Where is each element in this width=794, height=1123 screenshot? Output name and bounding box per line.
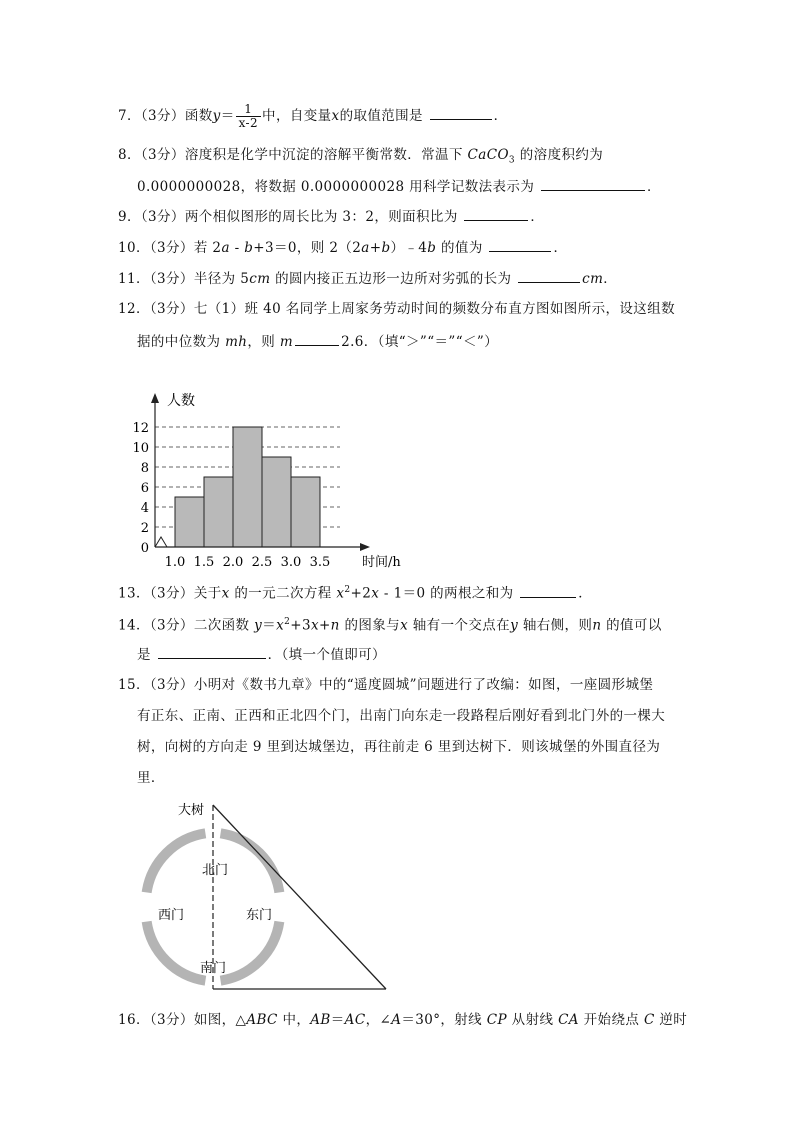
- q7-var-x: x: [331, 108, 340, 124]
- sight-line: [213, 805, 386, 989]
- q10-va2: a: [361, 240, 370, 256]
- x-tick-label: 3.5: [309, 555, 331, 570]
- y-tick-label: 4: [140, 501, 149, 516]
- question-12-line-2: [137, 332, 498, 351]
- question-number: 8．: [118, 147, 141, 163]
- q12-c: 2.6．（填“＞”“＝”“＜”）: [341, 334, 499, 350]
- q10-vb3: b: [427, 240, 437, 256]
- answer-blank[interactable]: [520, 584, 576, 598]
- q8-text-b: 的溶度积约为: [519, 147, 604, 163]
- q13-end: ．: [578, 585, 593, 602]
- q14-g: 的值可以: [601, 617, 662, 634]
- east-gate-label: 东门: [246, 908, 273, 923]
- q13-eq-d: - 1＝0 的两根之和为: [379, 585, 514, 602]
- q14-sup: 2: [284, 617, 291, 627]
- score: （3分）: [149, 271, 194, 287]
- q13-b: 的一元二次方程: [229, 585, 337, 602]
- q16-ac: AC: [344, 1012, 366, 1028]
- y-tick-label: 6: [140, 481, 149, 496]
- question-15-line-2: [137, 707, 665, 725]
- histogram-bar: [262, 457, 291, 547]
- y-tick-label: 10: [132, 441, 149, 456]
- fraction-numerator: 1: [236, 103, 261, 117]
- q13-a: 关于: [193, 585, 222, 602]
- tree-label: 大树: [178, 803, 205, 818]
- q14-vx2: x: [310, 617, 319, 634]
- q14-vx3: x: [400, 617, 409, 634]
- q14-d: 的图象与: [339, 617, 401, 634]
- q10-vb: b: [244, 240, 254, 256]
- q7-eq: ＝: [220, 108, 235, 124]
- q15-line2: 有正东、正南、正西和正北四个门，出南门向东走一段路程后刚好看到北门外的一棵大: [137, 708, 666, 724]
- x-tick-label: 3.0: [280, 555, 302, 570]
- question-15: [118, 676, 653, 694]
- q14-a: 二次函数: [193, 617, 255, 634]
- q8-chem: CaCO: [467, 147, 509, 163]
- question-15-line-3: [137, 738, 660, 756]
- question-number: 13．: [118, 585, 150, 602]
- q14-e: 轴有一个交点在: [408, 617, 511, 634]
- x-axis-arrow: [360, 543, 370, 551]
- score: （3分）: [149, 617, 194, 634]
- x-tick-label: 2.0: [222, 555, 244, 570]
- q16-c-var: C: [643, 1012, 655, 1028]
- q8-end: ．: [646, 179, 661, 195]
- score: （3分）: [149, 585, 194, 602]
- q11-end: ．: [603, 271, 618, 287]
- question-7: [118, 103, 508, 130]
- q10-e: ）﹣4: [390, 240, 428, 256]
- y-tick-label: 8: [140, 461, 149, 476]
- wall-arc-sw: [147, 922, 206, 981]
- south-gate-label: 南门: [200, 961, 227, 976]
- score: （3分）: [140, 108, 185, 124]
- q16-a-var: A: [391, 1012, 402, 1028]
- q10-f: 的值为: [436, 240, 483, 256]
- q16-d: ，∠: [365, 1012, 392, 1028]
- score: （3分）: [140, 147, 185, 163]
- q7-var-y: y: [212, 108, 221, 124]
- question-number: 10．: [118, 240, 150, 256]
- q10-d: +: [369, 240, 382, 256]
- y-tick-label: 0: [140, 541, 149, 556]
- q14-c: +: [318, 617, 331, 634]
- q14-vy2: y: [510, 617, 519, 634]
- q7-text-b: 中，自变量: [262, 108, 332, 124]
- question-14-line-2: [137, 645, 386, 664]
- x-axis-label: 时间/h: [362, 555, 401, 570]
- q16-ab: AB: [310, 1012, 331, 1028]
- x-tick-label: 1.0: [164, 555, 186, 570]
- answer-blank[interactable]: [541, 177, 645, 191]
- q12-a: 据的中位数为: [137, 334, 226, 350]
- q15-line4: 里．: [137, 770, 165, 786]
- axis-break: [155, 537, 167, 547]
- score: （3分）: [140, 209, 185, 225]
- q7-text-c: 的取值范围是: [339, 108, 423, 124]
- fraction: [236, 103, 261, 130]
- answer-blank[interactable]: [158, 645, 266, 659]
- q14-line2-a: 是: [137, 647, 151, 663]
- x-tick-label: 2.5: [251, 555, 273, 570]
- q16-h: 逆时: [654, 1012, 688, 1028]
- q8-chem-sub: 3: [508, 155, 516, 166]
- answer-blank[interactable]: [430, 106, 492, 120]
- q10-end: ．: [553, 240, 568, 256]
- question-number: 15．: [118, 677, 150, 693]
- castle-figure: [130, 795, 400, 995]
- q16-f: 从射线: [506, 1012, 559, 1028]
- question-9: [118, 207, 544, 226]
- q7-text-a: 函数: [184, 108, 213, 124]
- wall-arc-ne: [221, 833, 280, 892]
- question-number: 7．: [118, 108, 141, 124]
- question-number: 14．: [118, 617, 150, 634]
- q16-e: ＝30°，射线: [401, 1012, 487, 1028]
- score: （3分）: [149, 240, 194, 256]
- q14-f: 轴右侧，则: [518, 617, 593, 634]
- q14-b: +3: [290, 617, 311, 634]
- q16-a: 如图，△: [193, 1012, 247, 1028]
- y-axis-arrow: [151, 393, 159, 403]
- question-16: [118, 1011, 687, 1029]
- q10-va: a: [221, 240, 230, 256]
- question-8-line-2: [137, 177, 661, 196]
- q13-eq-c: x: [371, 585, 380, 602]
- q15-line1: 小明对《数书九章》中的“遥度圆城”问题进行了改编：如图，一座圆形城堡: [193, 677, 654, 693]
- wall-arc-nw: [147, 833, 206, 892]
- q13-sup: 2: [344, 585, 351, 595]
- histogram-bar: [175, 497, 204, 547]
- score: （3分）: [149, 677, 194, 693]
- q10-vb2: b: [381, 240, 391, 256]
- question-8: [118, 146, 603, 170]
- y-tick-label: 12: [132, 421, 149, 436]
- q16-c: ＝: [330, 1012, 345, 1028]
- question-number: 9．: [118, 209, 141, 225]
- q14-vn: n: [330, 617, 340, 634]
- q9-end: ．: [530, 209, 545, 225]
- q14-line2-b: ．（填一个值即可）: [267, 647, 386, 663]
- histogram-bar: [204, 477, 233, 547]
- q16-g: 开始绕点: [578, 1012, 644, 1028]
- q12-b: ，则: [247, 334, 280, 350]
- q10-a: 若 2: [193, 240, 222, 256]
- q12-vh: h: [238, 334, 248, 350]
- answer-blank[interactable]: [295, 332, 339, 346]
- west-gate-label: 西门: [158, 908, 185, 923]
- question-number: 11．: [118, 271, 150, 287]
- answer-blank[interactable]: [518, 269, 580, 283]
- q13-vx: x: [221, 585, 230, 602]
- score: （3分）: [149, 1012, 194, 1028]
- q11-a: 半径为 5: [193, 271, 250, 287]
- x-tick-label: 1.5: [193, 555, 215, 570]
- q7-end: ．: [493, 108, 508, 124]
- q12-line1: 七（1）班 40 名同学上周家务劳动时间的频数分布直方图如图所示，设这组数: [193, 301, 675, 317]
- answer-blank[interactable]: [489, 238, 551, 252]
- question-15-line-4: [137, 769, 165, 787]
- q12-vm: m: [225, 334, 239, 350]
- q14-eq: ＝: [262, 617, 277, 634]
- question-11: [118, 269, 617, 288]
- q8-line2: 0.0000000028，将数据 0.0000000028 用科学记数法表示为: [137, 179, 535, 195]
- q11-unit: cm: [249, 271, 271, 287]
- histogram-chart: [120, 385, 410, 575]
- y-axis-label: 人数: [167, 393, 195, 409]
- histogram-bar: [233, 427, 262, 547]
- q10-b: -: [229, 240, 245, 256]
- question-13: [118, 581, 592, 603]
- fraction-denominator: x-2: [238, 116, 259, 130]
- question-14: [118, 613, 662, 635]
- q14-vx: x: [276, 617, 285, 634]
- question-12: [118, 300, 675, 318]
- q16-b: 中，: [277, 1012, 311, 1028]
- q14-vy: y: [254, 617, 263, 634]
- answer-blank[interactable]: [464, 207, 528, 221]
- q11-unit2: cm: [582, 271, 604, 287]
- score: （3分）: [149, 301, 194, 317]
- q16-cp: CP: [486, 1012, 507, 1028]
- question-10: [118, 238, 567, 257]
- q14-vn2: n: [592, 617, 602, 634]
- histogram-bar: [291, 477, 320, 547]
- q9-text: 两个相似图形的周长比为 3：2，则面积比为: [184, 209, 458, 225]
- q16-ca: CA: [558, 1012, 579, 1028]
- question-number: 16．: [118, 1012, 150, 1028]
- q11-b: 的圆内接正五边形一边所对劣弧的长为: [270, 271, 512, 287]
- q10-c: +3＝0，则 2（2: [253, 240, 362, 256]
- q12-vm2: m: [279, 334, 294, 350]
- q15-line3: 树，向树的方向走 9 里到达城堡边，再往前走 6 里到达树下．则该城堡的外围直径为: [137, 739, 661, 755]
- wall-arc-se: [221, 922, 280, 981]
- question-number: 12．: [118, 301, 150, 317]
- q16-abc: ABC: [246, 1012, 278, 1028]
- q13-eq-a: x: [336, 585, 345, 602]
- q13-eq-b: +2: [350, 585, 372, 602]
- q8-text-a: 溶度积是化学中沉淀的溶解平衡常数．常温下: [184, 147, 463, 163]
- y-tick-label: 2: [140, 521, 149, 536]
- north-gate-label: 北门: [202, 863, 229, 878]
